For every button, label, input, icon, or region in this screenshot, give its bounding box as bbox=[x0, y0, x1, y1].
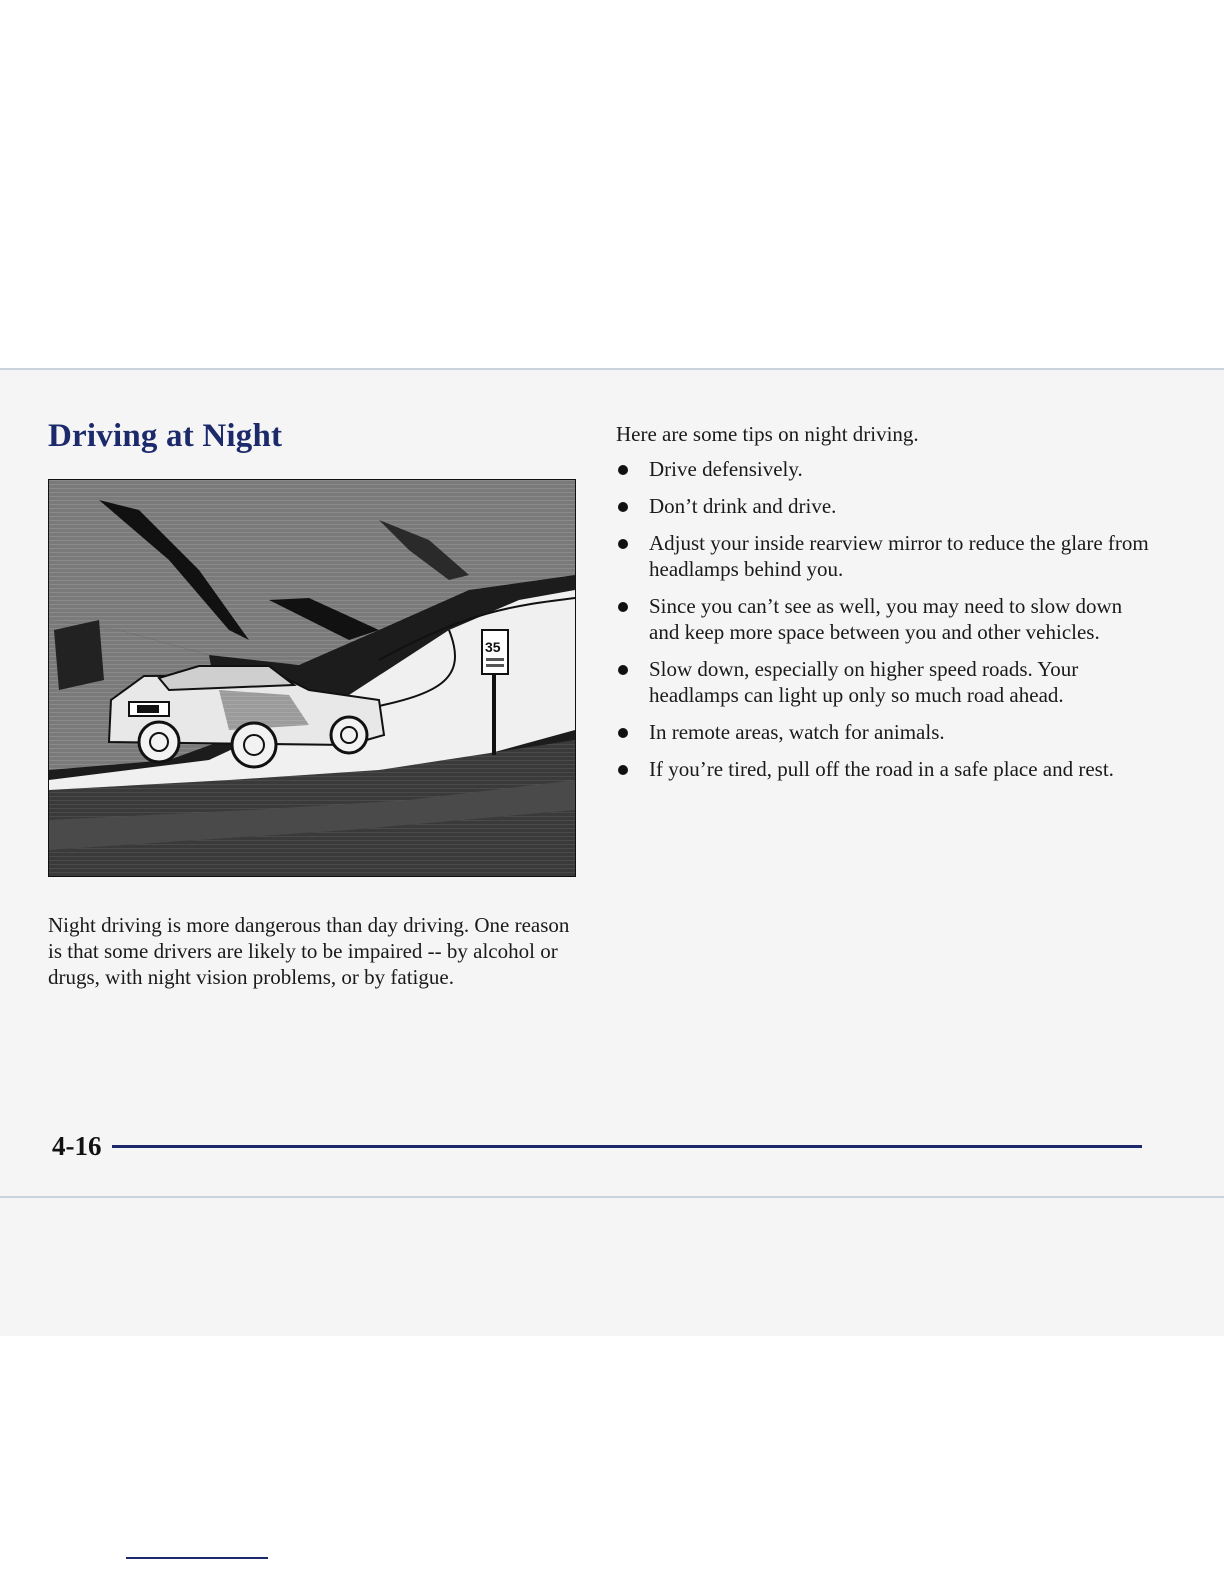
tip-text: Don’t drink and drive. bbox=[649, 494, 837, 518]
list-item bbox=[616, 530, 1156, 582]
list-item bbox=[616, 593, 1156, 645]
bullet-icon bbox=[618, 602, 628, 612]
bullet-icon bbox=[618, 765, 628, 775]
tip-text: Adjust your inside rearview mirror to reduce the glare from headlamps behind you. bbox=[649, 531, 1149, 581]
list-item bbox=[616, 493, 1156, 519]
bullet-icon bbox=[618, 665, 628, 675]
tips-list bbox=[616, 456, 1156, 793]
speed-sign-text: 35 bbox=[485, 639, 501, 655]
tip-text: Drive defensively. bbox=[649, 457, 803, 481]
list-item bbox=[616, 719, 1156, 745]
tip-text: If you’re tired, pull off the road in a safe place and rest. bbox=[649, 757, 1114, 781]
bullet-icon bbox=[618, 502, 628, 512]
night-driving-illustration bbox=[48, 479, 576, 877]
bullet-icon bbox=[618, 539, 628, 549]
page-title: Driving at Night bbox=[48, 418, 283, 454]
page-bottom-edge bbox=[0, 1196, 1224, 1198]
page-number: 4-16 bbox=[52, 1131, 102, 1161]
tips-lead-text: Here are some tips on night driving. bbox=[616, 422, 919, 446]
tip-text: In remote areas, watch for animals. bbox=[649, 720, 945, 744]
bullet-icon bbox=[618, 728, 628, 738]
bullet-icon bbox=[618, 465, 628, 475]
list-item bbox=[616, 756, 1156, 782]
list-item bbox=[616, 656, 1156, 708]
list-item bbox=[616, 456, 1156, 482]
tip-text: Slow down, especially on higher speed roads. Your headlamps can light up only so much road ahead. bbox=[649, 657, 1079, 707]
footer-rule bbox=[112, 1145, 1142, 1148]
bottom-link-underline[interactable] bbox=[126, 1557, 268, 1559]
intro-paragraph: Night driving is more dangerous than day driving. One reason is that some drivers are likely to be impaired -- by alcohol or drugs, with night vision problems, or by fatigue. bbox=[48, 913, 570, 989]
tip-text: Since you can’t see as well, you may need to slow down and keep more space between you and other vehicles. bbox=[649, 594, 1123, 644]
page-top-edge bbox=[0, 368, 1224, 370]
